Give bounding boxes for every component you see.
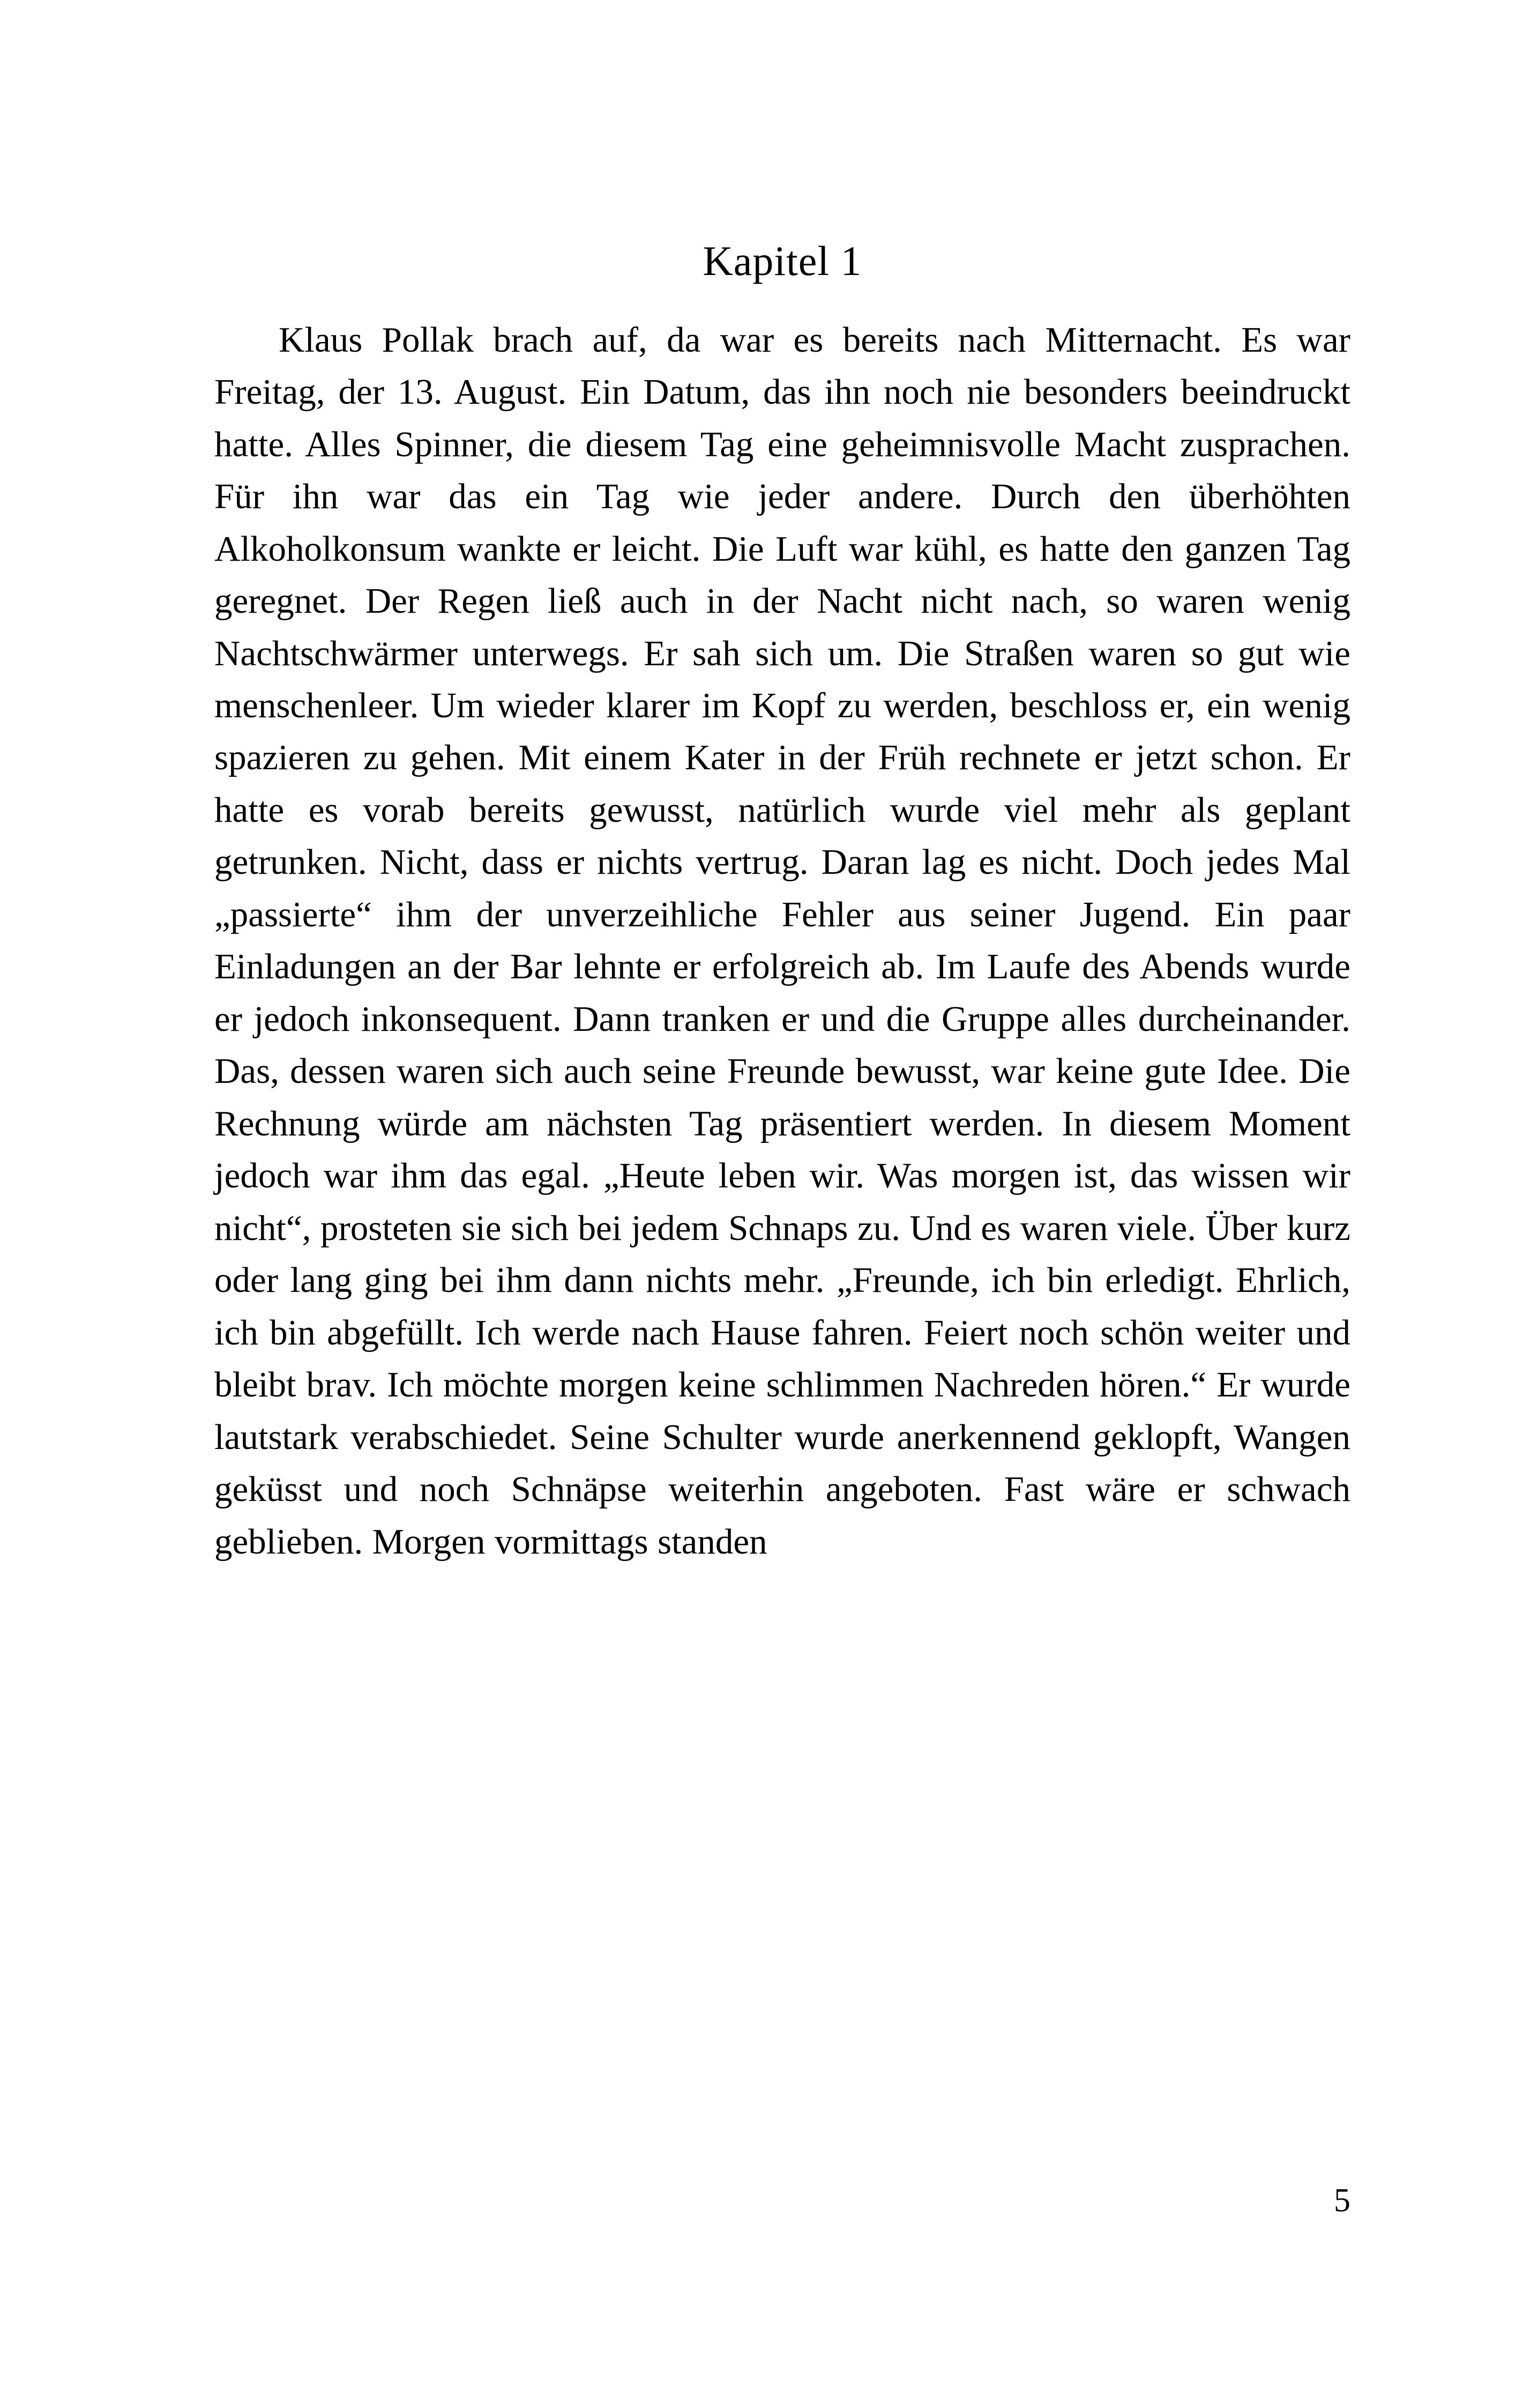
page-number: 5 [1334,2182,1350,2219]
body-paragraph: Klaus Pollak brach auf, da war es bereits nach Mitternacht. Es war Freitag, der 13. August. Ein Datum, das ihn noch nie besonders beeindruckt hatte. Alles Spinner, die diesem Tag eine geheimnisvolle Macht zusprachen. Für ihn war das ein Tag wie jeder andere. Durch den überhöhten Alkoholkonsum wankte er leicht. Die Luft war kühl, es hatte den ganzen Tag geregnet. Der Regen ließ auch in der Nacht nicht nach, so waren wenig Nachtschwärmer unterwegs. Er sah sich um. Die Straßen waren so gut wie menschenleer. Um wieder klarer im Kopf zu werden, beschloss er, ein wenig spazieren zu gehen. Mit einem Kater in der Früh rechnete er jetzt schon. Er hatte es vorab bereits gewusst, natürlich wurde viel mehr als geplant getrunken. Nicht, dass er nichts vertrug. Daran lag es nicht. Doch jedes Mal „passierte“ ihm der unverzeihliche Fehler aus seiner Jugend. Ein paar Einladungen an der Bar lehnte er erfolgreich ab. Im Laufe des Abends wurde er jedoch inkonsequent. Dann tranken er und die Gruppe alles durcheinander. Das, dessen waren sich auch seine Freunde bewusst, war keine gute Idee. Die Rechnung würde am nächsten Tag präsentiert werden. In diesem Moment jedoch war ihm das egal. „Heute leben wir. Was morgen ist, das wissen wir nicht“, prosteten sie sich bei jedem Schnaps zu. Und es waren viele. Über kurz oder lang ging bei ihm dann nichts mehr. „Freunde, ich bin erledigt. Ehrlich, ich bin abgefüllt. Ich werde nach Hause fahren. Feiert noch schön weiter und bleibt brav. Ich möchte morgen keine schlimmen Nachreden hören.“ Er wurde lautstark verabschiedet. Seine Schulter wurde anerkennend geklopft, Wangen geküsst und noch Schnäpse weiterhin angeboten. Fast wäre er schwach geblieben. Morgen vormittags standen [214,319,1350,1562]
page-content [214,236,1350,1568]
chapter-title: Kapitel 1 [703,237,862,284]
